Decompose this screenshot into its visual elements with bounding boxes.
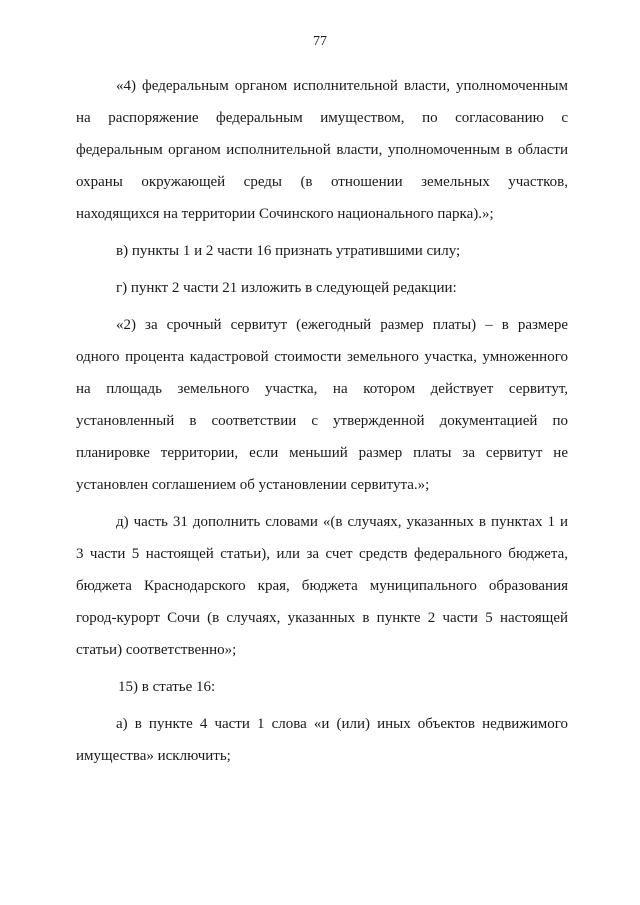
text-line: город-курорт Сочи (в случаях, указанных в пункте 2 части 5 настоящей [76,610,568,626]
text-line: «4) федеральным органом исполнительной власти, уполномоченным [116,78,568,94]
text-line: «2) за срочный сервитут (ежегодный размер платы) – в размере [116,317,568,333]
text-line: на распоряжение федеральным имуществом, по согласованию с [76,110,568,126]
text-line: федеральным органом исполнительной власти, уполномоченным в области [76,142,568,158]
page-number: 77 [313,34,327,49]
text-line: г) пункт 2 части 21 изложить в следующей редакции: [116,280,457,296]
paragraph-servitude [76,309,568,501]
text-line: находящихся на территории Сочинского национального парка).»; [76,206,494,222]
text-line: планировке территории, если меньший размер платы за сервитут не [76,445,568,461]
document-body [76,70,568,777]
text-line: 3 части 5 настоящей статьи), или за счет средств федерального бюджета, [76,546,568,562]
paragraph-item-g [76,272,568,304]
text-line: бюджета Краснодарского края, бюджета муниципального образования [76,578,568,594]
text-line: статьи) соответственно»; [76,642,237,658]
paragraph-item-a [76,708,568,772]
text-line: установленный в соответствии с утвержденной документацией по [76,413,568,429]
paragraph-item-v [76,235,568,267]
text-line: охраны окружающей среды (в отношении земельных участков, [76,174,568,190]
text-line: 15) в статье 16: [118,679,216,695]
text-line: установлен соглашением об установлении сервитута.»; [76,477,430,493]
text-line: д) часть 31 дополнить словами «(в случаях, указанных в пунктах 1 и [116,514,568,530]
text-line: а) в пункте 4 части 1 слова «и (или) иных объектов недвижимого [116,716,568,732]
text-line: имущества» исключить; [76,748,231,764]
text-line: на площадь земельного участка, на котором действует сервитут, [76,381,568,397]
paragraph-article-16 [76,671,568,703]
text-line: в) пункты 1 и 2 части 16 признать утратившими силу; [116,243,461,259]
paragraph-item-d [76,506,568,666]
text-line: одного процента кадастровой стоимости земельного участка, умноженного [76,349,568,365]
paragraph-federal-authority [76,70,568,230]
